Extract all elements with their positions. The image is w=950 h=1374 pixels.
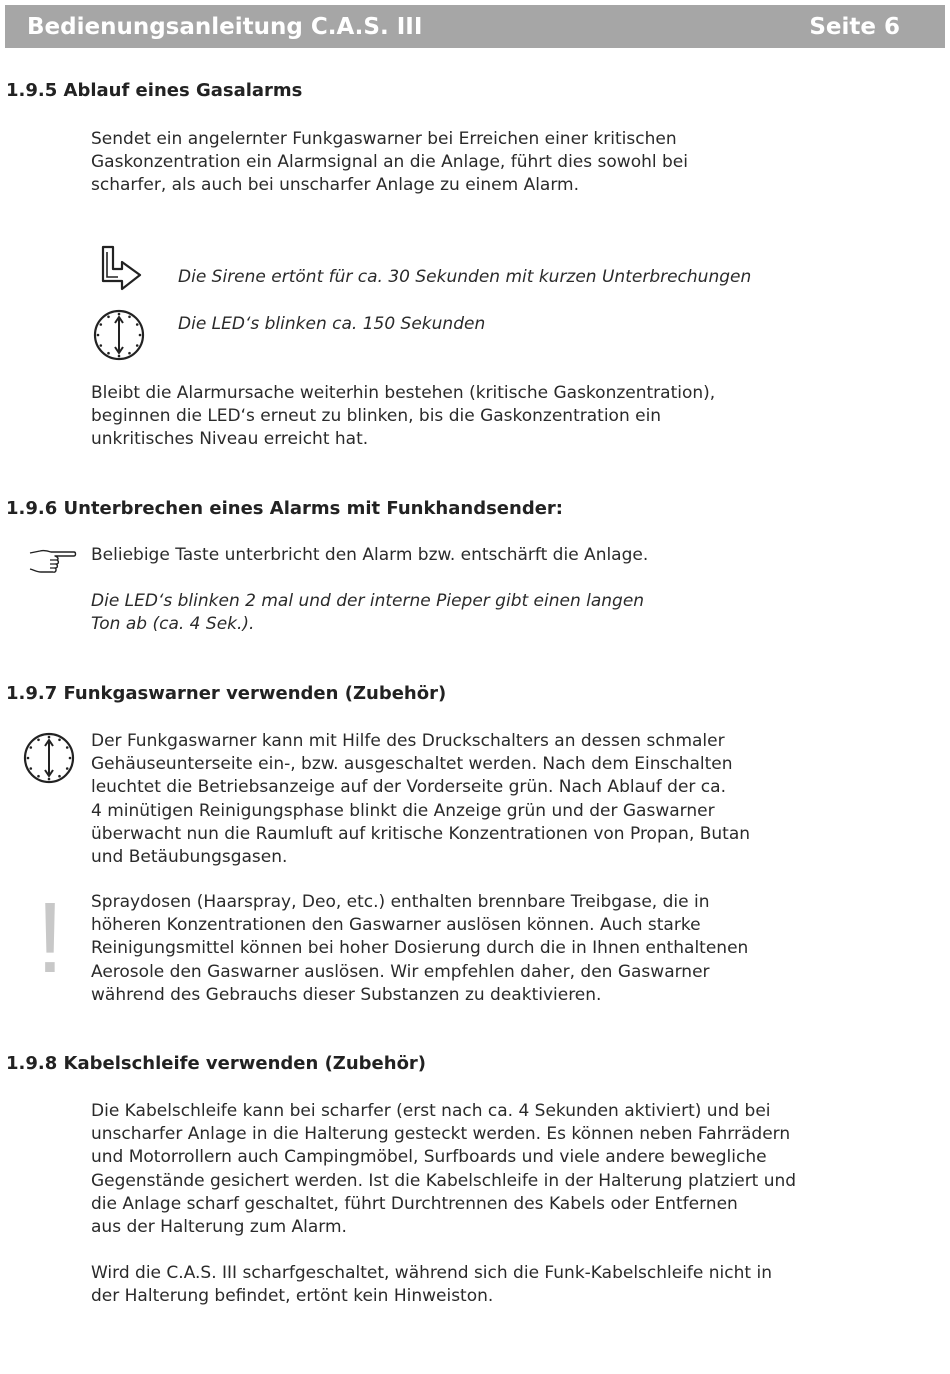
page-number: Seite 6 <box>809 13 900 40</box>
text-line: Die Kabelschleife kann bei scharfer (erst nach ca. 4 Sekunden aktiviert) und bei <box>91 1101 771 1121</box>
text-line: Sendet ein angelernter Funkgaswarner bei Erreichen einer kritischen <box>91 129 677 149</box>
text-line: und Motorrollern auch Campingmöbel, Surfboards und viele andere bewegliche <box>91 1147 767 1168</box>
document-title: Bedienungsanleitung C.A.S. III <box>27 13 423 40</box>
text-line: höheren Konzentrationen den Gaswarner auslösen können. Auch starke <box>91 915 701 936</box>
text-line: Aerosole den Gaswarner auslösen. Wir empfehlen daher, den Gaswarner <box>91 961 710 982</box>
exclamation-icon: ! <box>36 882 64 994</box>
siren-note: Die Sirene ertönt für ca. 30 Sekunden mit kurzen Unterbrechungen <box>178 267 752 287</box>
gas-warner-usage <box>91 730 750 869</box>
remote-result <box>91 590 644 636</box>
text-line: scharfer, als auch bei unscharfer Anlage zu einem Alarm. <box>91 175 579 196</box>
text-line: und Betäubungsgasen. <box>91 847 288 868</box>
text-line: Ton ab (ca. 4 Sek.). <box>91 614 255 635</box>
text-line: Gaskonzentration ein Alarmsignal an die Anlage, führt dies sowohl bei <box>91 152 688 173</box>
text-line: aus der Halterung zum Alarm. <box>91 1217 347 1238</box>
text-line: leuchtet die Betriebsanzeige auf der Vorderseite grün. Nach Ablauf der ca. <box>91 777 726 798</box>
hooked-arrow-icon <box>98 244 146 296</box>
section-heading-1-9-7: 1.9.7 Funkgaswarner verwenden (Zubehör) <box>6 683 447 704</box>
text-line: der Halterung befindet, ertönt kein Hinweiston. <box>91 1286 494 1307</box>
text-line: überwacht nun die Raumluft auf kritische Konzentrationen von Propan, Butan <box>91 823 751 844</box>
text-line: Der Funkgaswarner kann mit Hilfe des Druckschalters an dessen schmaler <box>91 731 725 751</box>
text-line: Die LED‘s blinken 2 mal und der interne Pieper gibt einen langen <box>91 591 645 611</box>
clock-timer-icon <box>92 307 146 363</box>
text-line: Bleibt die Alarmursache weiterhin bestehen (kritische Gaskonzentration), <box>91 383 716 403</box>
text-line: Gegenstände gesichert werden. Ist die Kabelschleife in der Halterung platziert und <box>91 1170 797 1191</box>
text-line: während des Gebrauchs dieser Substanzen zu deaktivieren. <box>91 984 602 1005</box>
pointing-hand-icon <box>28 548 78 576</box>
text-line: Spraydosen (Haarspray, Deo, etc.) enthalten brennbare Treibgase, die in <box>91 892 710 912</box>
text-line: Reinigungsmittel können bei hoher Dosierung durch die in Ihnen enthaltenen <box>91 938 749 959</box>
spray-warning <box>91 891 748 1007</box>
section-heading-1-9-6: 1.9.6 Unterbrechen eines Alarms mit Funkhandsender: <box>6 498 563 519</box>
clock-timer-icon <box>22 730 76 786</box>
section-heading-1-9-8: 1.9.8 Kabelschleife verwenden (Zubehör) <box>6 1053 427 1074</box>
gas-alarm-intro <box>91 128 688 198</box>
page-header <box>5 5 945 48</box>
text-line: Wird die C.A.S. III scharfgeschaltet, während sich die Funk-Kabelschleife nicht in <box>91 1263 772 1283</box>
cable-loop-note <box>91 1262 772 1308</box>
text-line: die Anlage scharf geschaltet, führt Durchtrennen des Kabels oder Entfernen <box>91 1193 738 1214</box>
cable-loop-usage <box>91 1100 796 1239</box>
text-line: beginnen die LED‘s erneut zu blinken, bis die Gaskonzentration ein <box>91 406 662 427</box>
remote-instruction: Beliebige Taste unterbricht den Alarm bzw. entschärft die Anlage. <box>91 545 649 565</box>
text-line: Gehäuseunterseite ein-, bzw. ausgeschaltet werden. Nach dem Einschalten <box>91 754 733 775</box>
text-line: unscharfer Anlage in die Halterung gesteckt werden. Es können neben Fahrrädern <box>91 1124 791 1145</box>
text-line: unkritisches Niveau erreicht hat. <box>91 429 369 450</box>
gas-alarm-followup <box>91 382 715 452</box>
led-note: Die LED‘s blinken ca. 150 Sekunden <box>178 314 486 334</box>
text-line: 4 minütigen Reinigungsphase blinkt die Anzeige grün und der Gaswarner <box>91 800 715 821</box>
section-heading-1-9-5: 1.9.5 Ablauf eines Gasalarms <box>6 80 303 101</box>
